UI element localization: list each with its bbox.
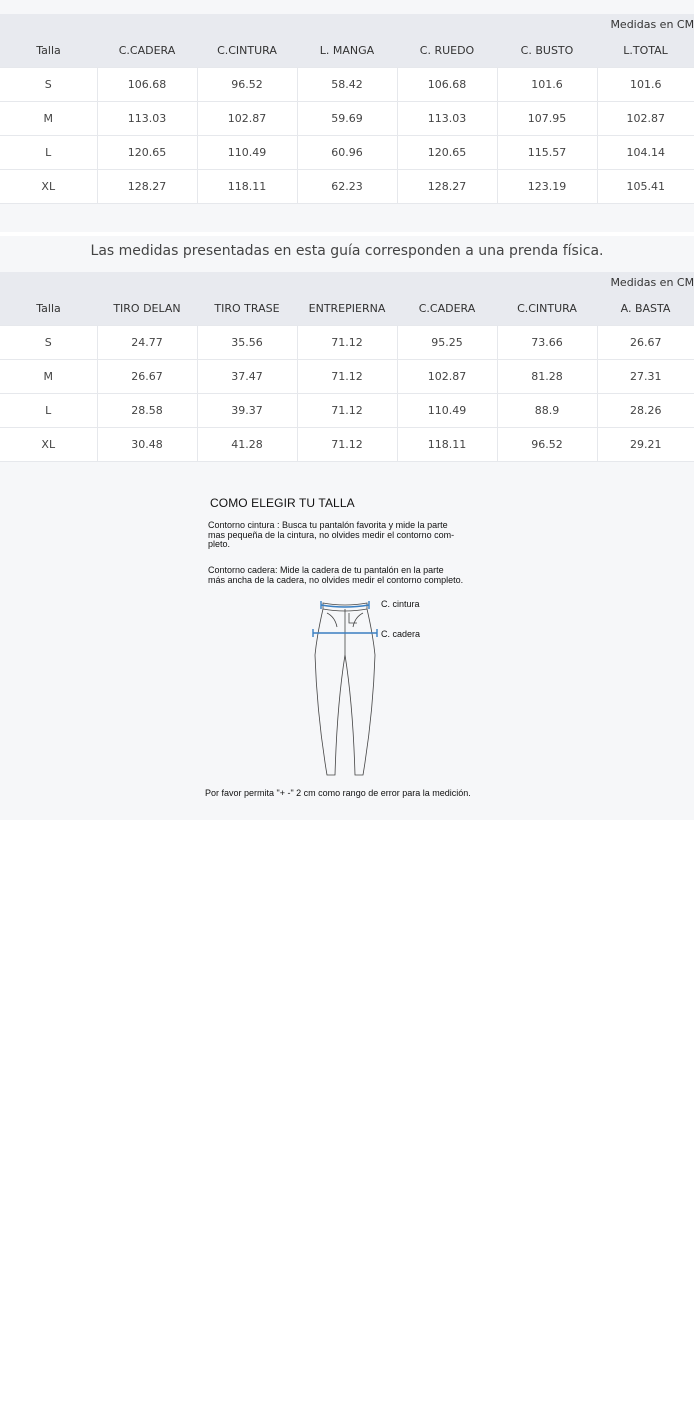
table-cell: 110.49 (197, 136, 297, 170)
table-cell: 118.11 (197, 170, 297, 204)
column-header: C.CINTURA (217, 44, 277, 57)
column-header: A. BASTA (620, 302, 671, 315)
waist-text-line: Contorno cintura : Busca tu pantalón favorita y mide la parte (208, 520, 448, 530)
table-cell: 71.12 (297, 394, 397, 428)
table-cell: 27.31 (597, 360, 694, 394)
table-cell: 120.65 (97, 136, 197, 170)
table-cell: 71.12 (297, 428, 397, 462)
table-cell: 105.41 (597, 170, 694, 204)
table-cell: 101.6 (497, 68, 597, 102)
table-cell: 102.87 (397, 360, 497, 394)
units-row (0, 272, 694, 292)
table-cell: 120.65 (397, 136, 497, 170)
table-cell: 95.25 (397, 326, 497, 360)
table-cell: 96.52 (197, 68, 297, 102)
waist-instructions (208, 521, 508, 550)
table-cell: 41.28 (197, 428, 297, 462)
column-header: TIRO TRASE (214, 302, 280, 315)
physical-garment-note: Las medidas presentadas en esta guía corresponden a una prenda física. (90, 243, 604, 259)
table-row (0, 394, 694, 428)
table-cell: 26.67 (597, 326, 694, 360)
table-cell: 128.27 (397, 170, 497, 204)
table-cell: M (0, 360, 97, 394)
table-cell: 71.12 (297, 326, 397, 360)
hip-label: C. cadera (381, 629, 421, 639)
column-header: C.CADERA (418, 302, 476, 315)
units-row (0, 14, 694, 34)
table-cell: 35.56 (197, 326, 297, 360)
table-cell: XL (0, 170, 97, 204)
column-header: C.CADERA (118, 44, 176, 57)
units-label: Medidas en CM (610, 17, 694, 31)
waist-label: C. cintura (381, 599, 420, 609)
error-range-note: Por favor permita "+ -" 2 cm como rango de error para la medición. (205, 788, 471, 798)
table-cell: 24.77 (97, 326, 197, 360)
table-row (0, 360, 694, 394)
pants-left-leg (315, 609, 345, 775)
table-cell: 115.57 (497, 136, 597, 170)
waist-text-line: pleto. (208, 539, 231, 549)
table-cell: S (0, 68, 97, 102)
table-cell: S (0, 326, 97, 360)
table-cell: 62.23 (297, 170, 397, 204)
table-header-row (0, 292, 694, 326)
table-cell: 102.87 (597, 102, 694, 136)
column-header: L.TOTAL (623, 44, 668, 57)
column-header: C.CINTURA (517, 302, 577, 315)
table-row (0, 428, 694, 462)
column-header: ENTREPIERNA (308, 302, 386, 315)
table-cell: 59.69 (297, 102, 397, 136)
table-cell: 106.68 (97, 68, 197, 102)
hip-text-line: más ancha de la cadera, no olvides medir el contorno completo. (208, 574, 464, 585)
table-cell: 26.67 (97, 360, 197, 394)
table-cell: 113.03 (97, 102, 197, 136)
table-cell: 81.28 (497, 360, 597, 394)
size-table-bottom (0, 272, 694, 462)
table-row (0, 68, 694, 102)
table-cell: 73.66 (497, 326, 597, 360)
column-header: L. MANGA (319, 44, 375, 57)
column-header: Talla (36, 44, 61, 57)
table-cell: 30.48 (97, 428, 197, 462)
table-cell: 28.58 (97, 394, 197, 428)
table-cell: 60.96 (297, 136, 397, 170)
table-row (0, 326, 694, 360)
pants-right-leg (345, 609, 375, 775)
table-cell: 104.14 (597, 136, 694, 170)
table-cell: 123.19 (497, 170, 597, 204)
table-header-row (0, 34, 694, 68)
table-cell: 128.27 (97, 170, 197, 204)
table-cell: 28.26 (597, 394, 694, 428)
pants-diagram (305, 595, 435, 780)
table-cell: 37.47 (197, 360, 297, 394)
pants-left-pocket (327, 613, 337, 627)
pants-right-pocket (353, 613, 363, 627)
size-table-top (0, 14, 694, 204)
table-row (0, 136, 694, 170)
units-label: Medidas en CM (610, 275, 694, 289)
table-cell: 110.49 (397, 394, 497, 428)
table-cell: 39.37 (197, 394, 297, 428)
table-cell: 106.68 (397, 68, 497, 102)
table-row (0, 170, 694, 204)
hip-text-line: Contorno cadera: Mide la cadera de tu pantalón en la parte (208, 565, 444, 575)
hip-instructions (208, 566, 508, 585)
column-header: C. RUEDO (419, 44, 475, 57)
table-cell: L (0, 394, 97, 428)
table-cell: 96.52 (497, 428, 597, 462)
table-cell: 88.9 (497, 394, 597, 428)
column-header: C. BUSTO (520, 44, 574, 57)
table-cell: 71.12 (297, 360, 397, 394)
table-cell: 58.42 (297, 68, 397, 102)
table-cell: 113.03 (397, 102, 497, 136)
table-cell: 107.95 (497, 102, 597, 136)
table-row (0, 102, 694, 136)
table-cell: 29.21 (597, 428, 694, 462)
pants-coin-pocket (349, 613, 357, 623)
column-header: Talla (36, 302, 61, 315)
column-header: TIRO DELAN (113, 302, 181, 315)
waist-text-line: mas pequeña de la cintura, no olvides medir el contorno com- (208, 529, 455, 540)
table-cell: 101.6 (597, 68, 694, 102)
table-cell: 102.87 (197, 102, 297, 136)
table-cell: M (0, 102, 97, 136)
guide-title: COMO ELEGIR TU TALLA (210, 496, 355, 510)
table-cell: XL (0, 428, 97, 462)
table-cell: L (0, 136, 97, 170)
table-cell: 118.11 (397, 428, 497, 462)
